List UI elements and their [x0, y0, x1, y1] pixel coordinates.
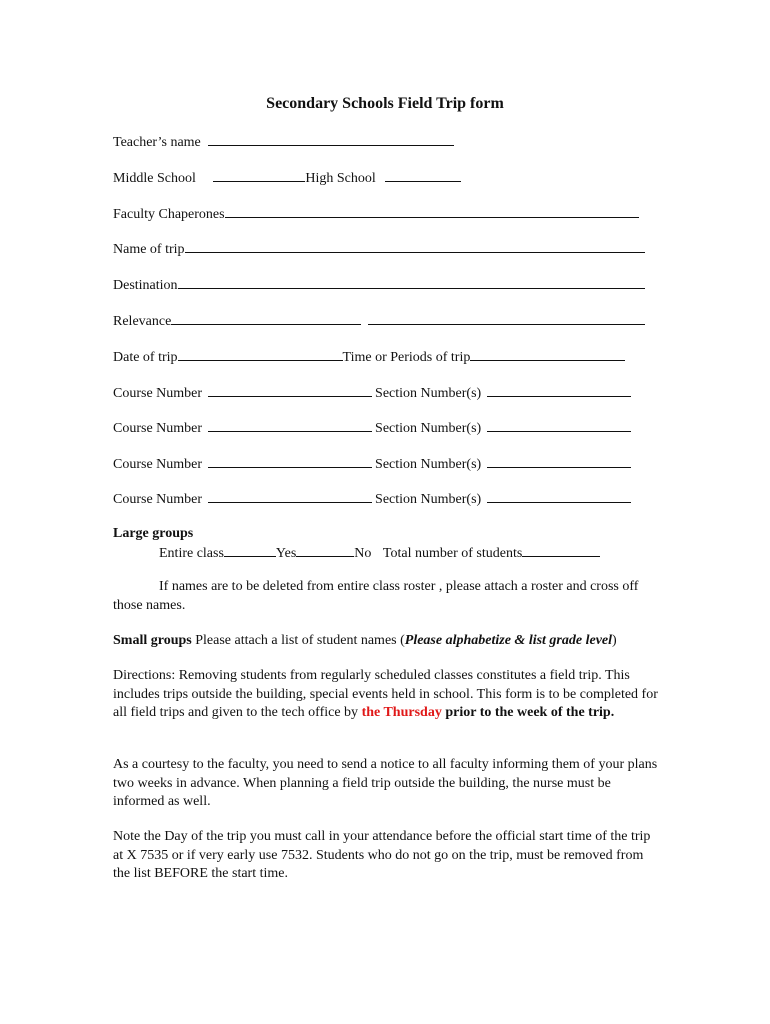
deadline-highlight: the Thursday [361, 705, 442, 720]
relevance-blank-1[interactable] [171, 310, 361, 325]
entire-class-label: Entire class [159, 546, 224, 561]
destination-label: Destination [113, 278, 178, 293]
course-number-label: Course Number [113, 492, 203, 507]
destination-blank[interactable] [178, 274, 645, 289]
section-number-label: Section Number(s) [375, 421, 482, 436]
course-number-blank[interactable] [208, 488, 372, 503]
high-school-label: High School [305, 171, 376, 186]
section-number-blank[interactable] [487, 453, 631, 468]
date-of-trip-blank[interactable] [178, 346, 343, 361]
directions-text: Directions: Removing students from regularly scheduled classes constitutes a field trip. This includes trips outside the building, special events held in school. This form is to be completed for all field trips and given to the tech office by [113, 668, 658, 720]
time-periods-label: Time or Periods of trip [342, 350, 471, 365]
section-number-label: Section Number(s) [375, 492, 482, 507]
small-groups-emphasis: Please alphabetize & list grade level [404, 633, 613, 648]
course-number-blank[interactable] [208, 382, 372, 397]
no-label: No [354, 546, 372, 561]
chaperones-label: Faculty Chaperones [113, 207, 225, 222]
trip-name-row [113, 238, 645, 258]
yes-label: Yes [275, 546, 297, 561]
high-school-blank[interactable] [385, 167, 461, 182]
trip-name-label: Name of trip [113, 242, 185, 257]
course-row-3 [113, 453, 631, 473]
section-number-blank[interactable] [487, 417, 631, 432]
attendance-note-paragraph: Note the Day of the trip you must call in your attendance before the official start time of the trip at X 7535 or if very early use 7532. Students who do not go on the trip, must be removed from the list BEFORE the start time. [113, 829, 651, 881]
courtesy-paragraph: As a courtesy to the faculty, you need to send a notice to all faculty informing them of your plans two weeks in advance. When planning a field trip outside the building, the nurse must be informed as well. [113, 757, 658, 809]
section-number-label: Section Number(s) [375, 457, 482, 472]
relevance-label: Relevance [113, 314, 172, 329]
large-groups-row [159, 542, 600, 562]
relevance-row [113, 310, 645, 330]
directions-bold-tail: prior to the week of the trip. [441, 705, 615, 720]
date-of-trip-label: Date of trip [113, 350, 178, 365]
course-number-blank[interactable] [208, 453, 372, 468]
date-time-row [113, 346, 625, 366]
section-number-blank[interactable] [487, 488, 631, 503]
course-row-4 [113, 488, 631, 508]
small-groups-paragraph [113, 632, 658, 651]
school-level-row [113, 167, 461, 187]
total-students-blank[interactable] [522, 542, 600, 557]
trip-name-blank[interactable] [185, 238, 645, 253]
small-groups-close: ) [612, 633, 617, 648]
course-number-blank[interactable] [208, 417, 372, 432]
middle-school-blank[interactable] [213, 167, 305, 182]
small-groups-heading: Small groups [113, 633, 192, 648]
small-groups-text: Please attach a list of student names ( [195, 633, 405, 648]
course-row-2 [113, 417, 631, 437]
form-title: Secondary Schools Field Trip form [266, 95, 504, 112]
directions-paragraph [113, 667, 658, 723]
relevance-blank-2[interactable] [368, 310, 645, 325]
chaperones-blank[interactable] [225, 203, 639, 218]
time-periods-blank[interactable] [470, 346, 625, 361]
course-number-label: Course Number [113, 421, 203, 436]
large-groups-heading: Large groups [113, 526, 194, 541]
course-row-1 [113, 382, 631, 402]
chaperones-row [113, 203, 639, 223]
section-number-blank[interactable] [487, 382, 631, 397]
yes-blank[interactable] [296, 542, 354, 557]
course-number-label: Course Number [113, 386, 203, 401]
entire-class-blank[interactable] [224, 542, 276, 557]
section-number-label: Section Number(s) [375, 386, 482, 401]
destination-row [113, 274, 645, 294]
teacher-name-blank[interactable] [208, 131, 454, 146]
roster-note: If names are to be deleted from entire class roster , please attach a roster and cross off those names. [113, 579, 639, 613]
teacher-name-label: Teacher’s name [113, 135, 201, 150]
teacher-name-row [113, 131, 454, 151]
total-students-label: Total number of students [382, 546, 523, 561]
middle-school-label: Middle School [113, 171, 196, 186]
course-number-label: Course Number [113, 457, 203, 472]
